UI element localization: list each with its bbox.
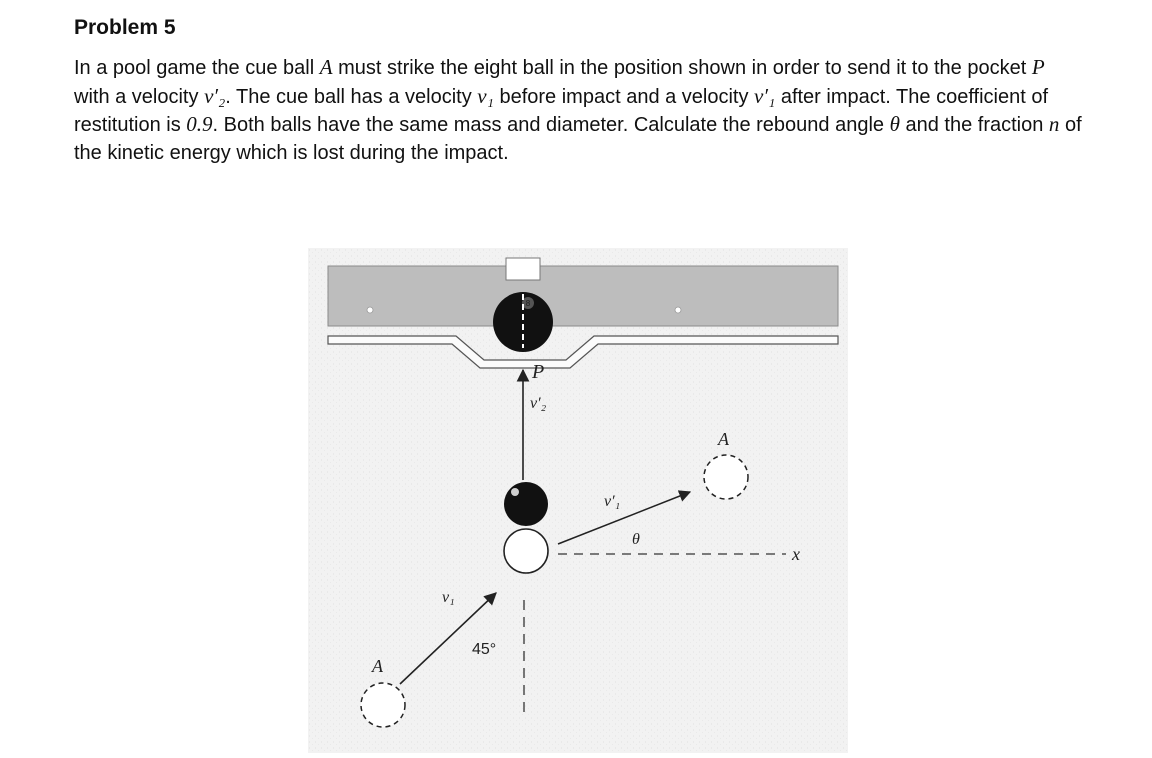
cue-ball-impact	[504, 529, 548, 573]
x-axis-label: x	[792, 544, 800, 564]
table-rail	[328, 258, 838, 326]
v2-prime-label: v′₂	[530, 395, 547, 412]
symbol-A: A	[319, 55, 333, 79]
statement-text: after impact. The coefficient of restitution is	[74, 85, 1048, 136]
statement-text: of the kinetic energy which is lost during the impact.	[74, 114, 1082, 164]
statement-text: with a velocity	[74, 85, 205, 108]
statement-text: . The cue ball has a velocity	[225, 85, 478, 108]
statement-text: and the fraction	[899, 114, 1049, 136]
cue-ball-initial-label: A	[372, 656, 383, 676]
eight-ball-highlight	[511, 488, 519, 496]
eight-ball-number: 8	[525, 299, 531, 308]
eight-ball	[504, 482, 548, 526]
symbol-P: P	[1031, 55, 1045, 79]
statement-text: In a pool game the cue ball	[74, 57, 320, 79]
statement-text: . Both balls have the same mass and diameter. Calculate the rebound angle	[212, 114, 890, 136]
pocket-label: P	[532, 361, 545, 383]
symbol-v1-prime: v′₁	[754, 83, 776, 108]
rail-diamond	[675, 307, 681, 313]
symbol-theta: θ	[889, 112, 900, 136]
cue-ball-initial	[361, 683, 405, 727]
pocket-opening	[506, 258, 540, 280]
restitution-value: 0.9	[186, 112, 213, 136]
problem-heading: Problem 5	[74, 16, 176, 39]
v1-label: v₁	[442, 589, 455, 606]
statement-text: before impact and a velocity	[493, 85, 755, 108]
symbol-v1: v₁	[477, 83, 494, 108]
symbol-n: n	[1048, 112, 1060, 136]
rail-diamond	[367, 307, 373, 313]
pool-table-figure	[308, 248, 848, 753]
cue-ball-final	[704, 455, 748, 499]
theta-label: θ	[632, 531, 640, 548]
v1-prime-label: v′₁	[604, 493, 621, 510]
angle-label: 45°	[472, 641, 497, 658]
problem-statement	[74, 54, 1084, 167]
symbol-v2-prime: v′₂	[204, 83, 226, 108]
statement-text: must strike the eight ball in the position shown in order to send it to the pocket	[332, 57, 1032, 79]
cue-ball-final-label: A	[718, 429, 729, 449]
